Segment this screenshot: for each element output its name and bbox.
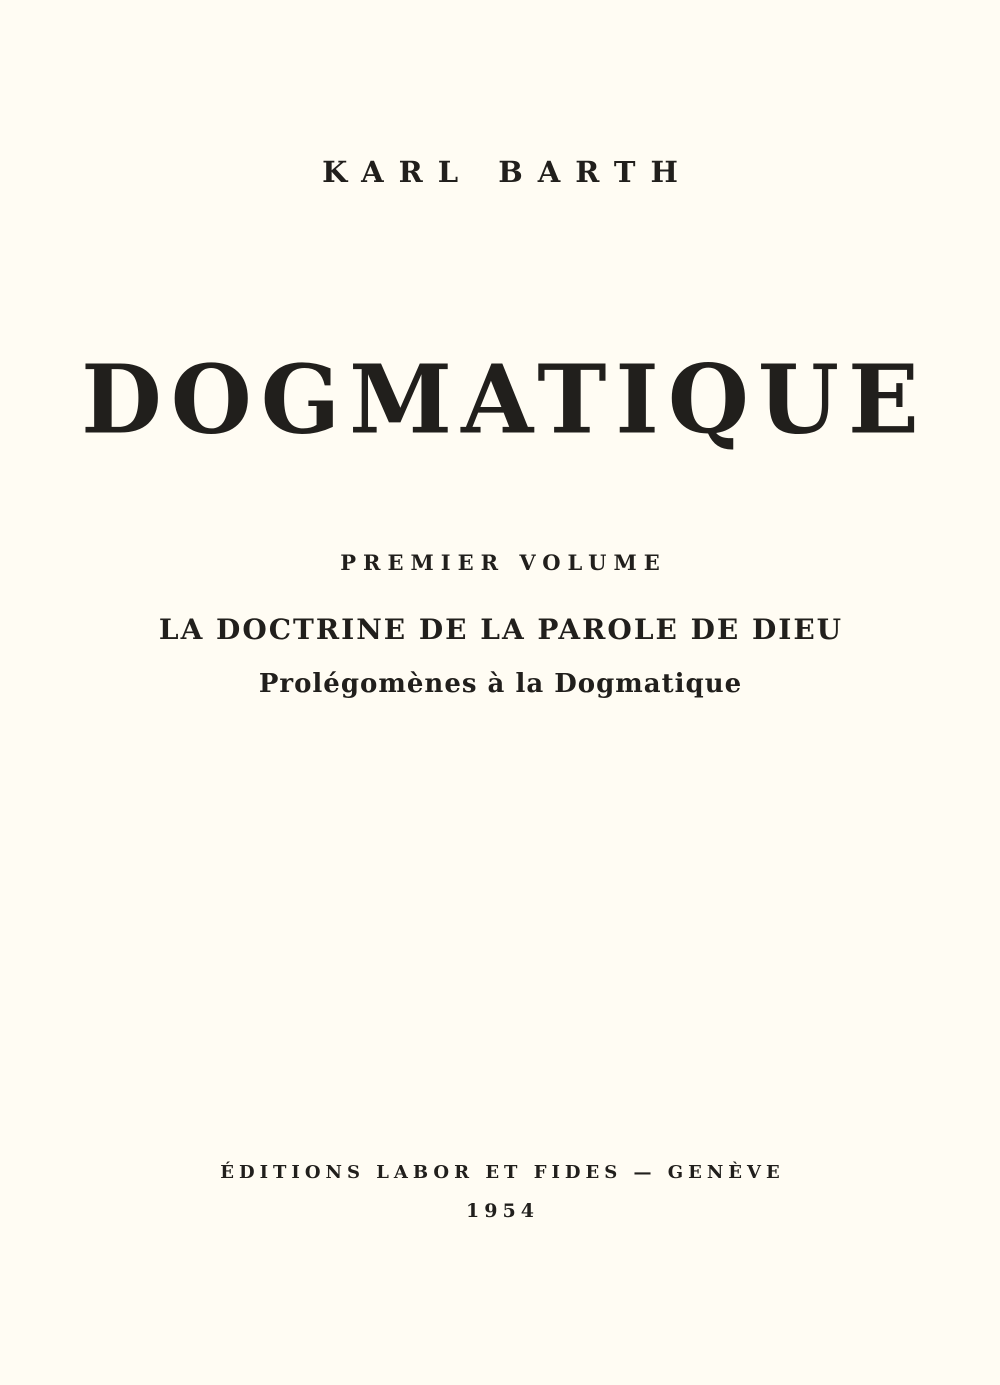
publisher-imprint: ÉDITIONS LABOR ET FIDES — GENÈVE — [220, 1162, 785, 1183]
volume-label: PREMIER VOLUME — [340, 550, 667, 575]
subtitle: Prolégomènes à la Dogmatique — [258, 669, 743, 699]
author-name: KARL BARTH — [322, 155, 693, 189]
publication-year: 1954 — [466, 1200, 539, 1222]
volume-title: LA DOCTRINE DE LA PAROLE DE DIEU — [158, 613, 844, 646]
book-title: DOGMATIQUE — [81, 343, 928, 456]
